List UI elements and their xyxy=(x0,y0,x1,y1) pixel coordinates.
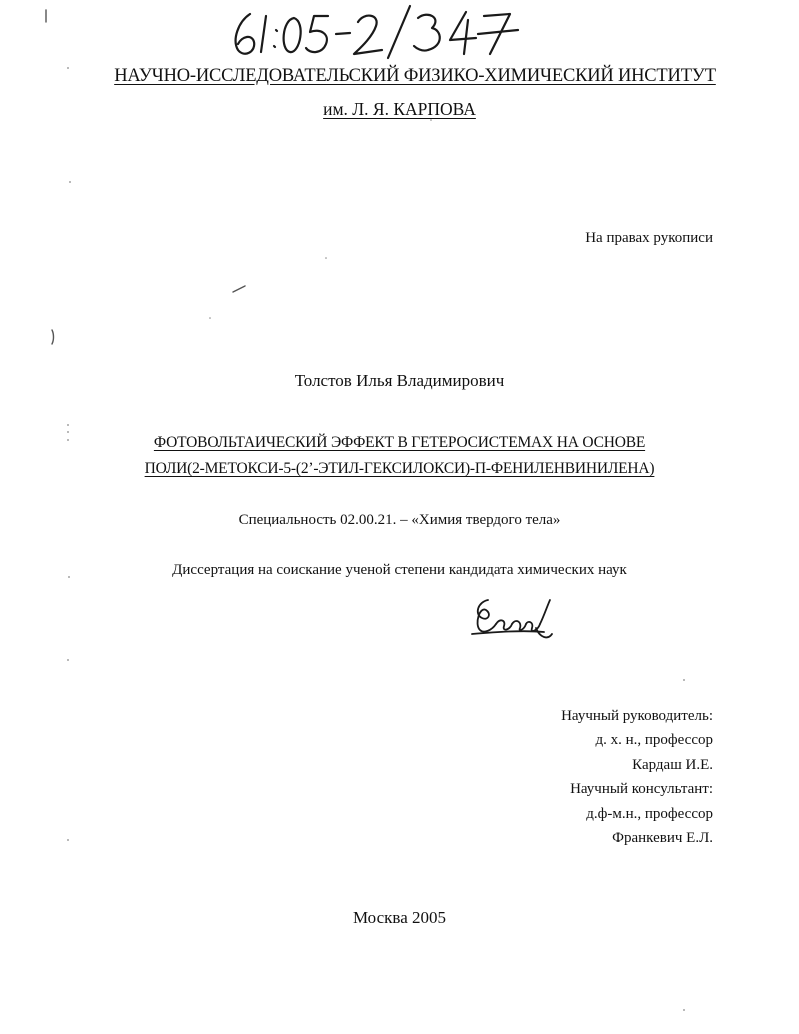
consultant-degree: д.ф-м.н., профессор xyxy=(586,805,713,822)
advisor-name: Кардаш И.Е. xyxy=(632,756,713,773)
institute-subname: им. Л. Я. КАРПОВА xyxy=(323,99,476,119)
institute-name: НАУЧНО-ИССЛЕДОВАТЕЛЬСКИЙ ФИЗИКО-ХИМИЧЕСКИЙ ИНСТИТУТ xyxy=(114,66,716,86)
manuscript-rights-note: На правах рукописи xyxy=(585,230,713,246)
handwritten-archive-code-icon xyxy=(228,0,528,62)
advisor-label: Научный руководитель: xyxy=(561,708,713,724)
specialty-line: Специальность 02.00.21. – «Химия твердого тела» xyxy=(238,512,561,528)
author-name: Толстов Илья Владимирович xyxy=(294,371,505,390)
handwritten-signature-icon xyxy=(466,594,556,644)
thesis-title-line-2: ПОЛИ(2-МЕТОКСИ-5-(2’-ЭТИЛ-ГЕКСИЛОКСИ)-П-ФЕНИЛЕНВИНИЛЕНА) xyxy=(144,460,655,477)
consultant-label: Научный консультант: xyxy=(570,781,713,798)
advisor-degree: д. х. н., профессор xyxy=(595,732,713,749)
supervisors-block xyxy=(561,704,713,850)
consultant-name: Франкевич Е.Л. xyxy=(612,830,713,847)
dissertation-degree-line: Диссертация на соискание ученой степени кандидата химических наук xyxy=(172,562,627,578)
city-and-year: Москва 2005 xyxy=(352,908,447,927)
thesis-title-line-1: ФОТОВОЛЬТАИЧЕСКИЙ ЭФФЕКТ В ГЕТЕРОСИСТЕМАХ НА ОСНОВЕ xyxy=(153,434,646,451)
